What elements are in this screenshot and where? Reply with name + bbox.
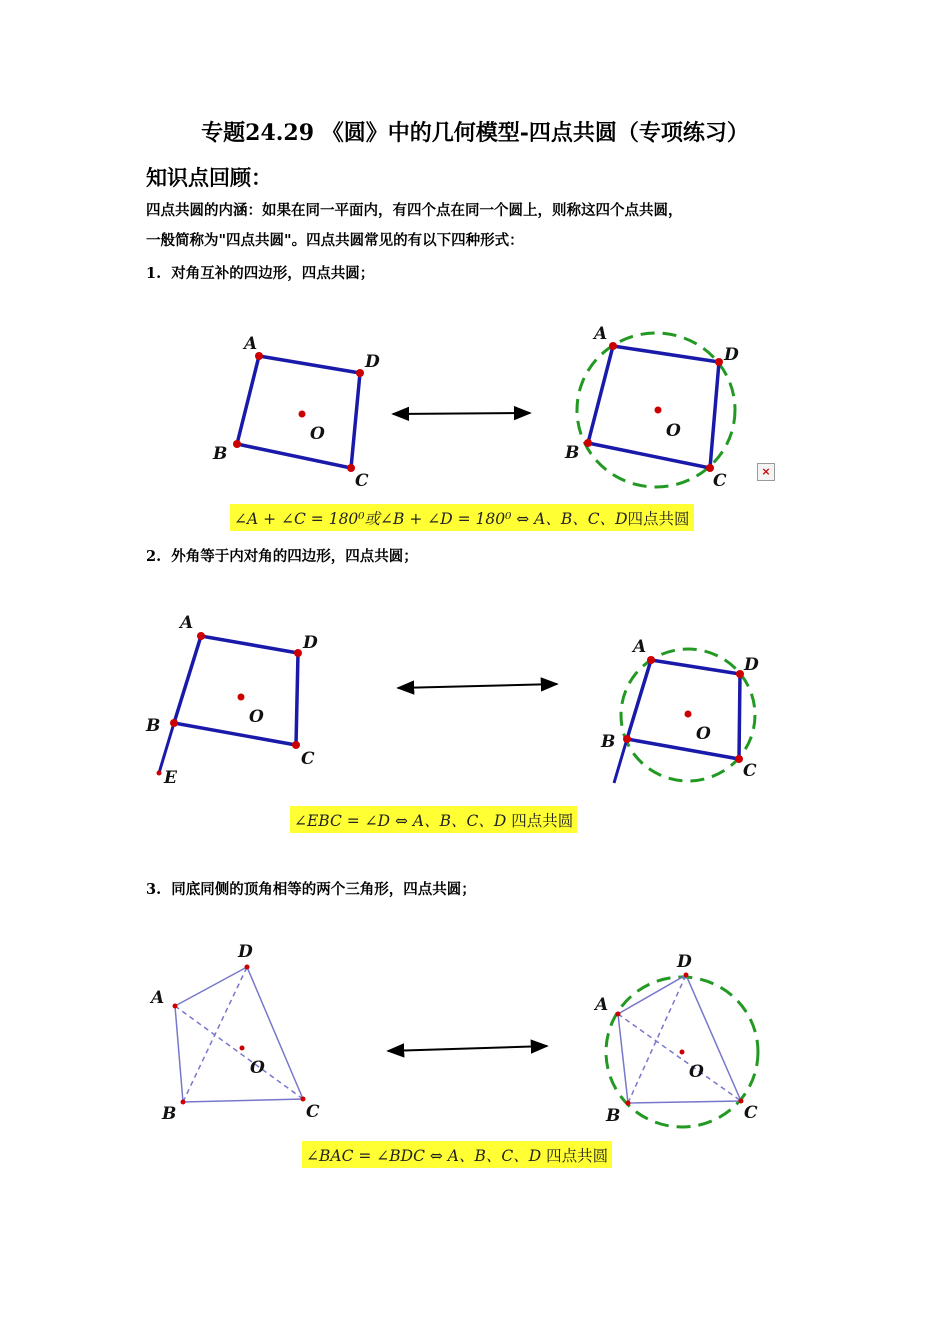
label-o: O [666,421,681,441]
segment-bd [183,967,247,1102]
extension-be [159,723,174,773]
double-arrow-1 [393,413,530,414]
point-c [735,755,743,763]
point-d [715,358,723,366]
point-d [245,965,250,970]
double-arrow-3 [388,1046,547,1051]
label-c: C [301,749,315,769]
point-a [197,632,205,640]
figure-3-right [593,952,758,1127]
double-arrow-2 [398,684,557,688]
label-d: D [303,633,318,653]
label-b: B [213,444,228,464]
intro-line-2: 一般简称为"四点共圆"。四点共圆常见的有以下四种形式： [146,232,524,249]
label-c: C [713,471,727,491]
item-1-number: 1. [146,265,162,282]
point-c [739,1099,744,1104]
label-e: E [164,768,177,788]
label-d: D [744,655,759,675]
caption-3-math: ∠BAC = ∠BDC ⇔ A、B、C、D [306,1147,542,1165]
point-d [294,649,302,657]
label-d: D [365,352,380,372]
label-b: B [606,1106,621,1126]
point-o [240,1046,245,1051]
quad-2-right [627,660,740,759]
point-c [292,741,300,749]
point-d [736,670,744,678]
label-b: B [601,732,616,752]
label-c: C [306,1102,320,1122]
label-a: A [151,988,165,1008]
point-a [609,342,617,350]
figure-1-right [564,324,739,491]
caption-2-math: ∠EBC = ∠D ⇔ A、B、C、D [294,812,507,830]
label-o: O [310,424,325,444]
point-b [181,1100,186,1105]
point-b [623,735,631,743]
point-a [616,1012,621,1017]
label-c: C [744,1103,758,1123]
point-a [647,656,655,664]
segment-bd [628,975,686,1103]
point-d [356,369,364,377]
figure-1-left [212,334,380,491]
point-o [685,711,692,718]
point-d [684,973,689,978]
label-a: A [633,637,647,657]
point-o [238,694,245,701]
item-3-number: 3. [146,881,162,898]
quad-2-left [174,636,298,745]
label-a: A [595,995,609,1015]
point-b [626,1101,631,1106]
quad-1-left [237,356,360,468]
label-o: O [696,724,711,744]
quad-1-right [588,346,719,468]
label-a: A [594,324,608,344]
caption-2-text: 四点共圆 [511,812,574,830]
figure-2-right [600,637,759,783]
label-c: C [355,471,369,491]
point-b [170,719,178,727]
label-b: B [162,1104,177,1124]
label-o: O [689,1062,704,1082]
intro-line-1: 四点共圆的内涵：如果在同一平面内，有四个点在同一个圆上，则称这四个点共圆， [146,202,683,219]
figure-2-left [145,613,318,788]
label-o: O [250,1058,265,1078]
label-c: C [743,761,757,781]
extension-be [614,739,627,783]
label-b: B [146,716,161,736]
caption-3-text: 四点共圆 [546,1147,609,1165]
point-o [680,1050,685,1055]
item-3-text: 同底同侧的顶角相等的两个三角形，四点共圆； [171,881,476,898]
point-c [347,464,355,472]
label-d: D [724,345,739,365]
label-d: D [677,952,692,972]
label-d: D [238,942,253,962]
label-o: O [249,707,264,727]
point-e [157,771,162,776]
section-heading: 知识点回顾： [146,165,272,190]
outline-3-left [175,967,303,1102]
point-a [173,1004,178,1009]
item-2-text: 外角等于内对角的四边形，四点共圆； [171,548,418,565]
page-title: 专题24.29 《圆》中的几何模型-四点共圆（专项练习） [201,120,749,146]
point-o [655,407,662,414]
point-c [301,1097,306,1102]
label-b: B [565,443,580,463]
label-a: A [244,334,258,354]
caption-1-math: ∠A + ∠C = 180⁰或∠B + ∠D = 180⁰ ⇔ A、B、C、D [234,510,628,528]
item-1-text: 对角互补的四边形，四点共圆； [171,265,375,282]
figure-3-left [149,942,320,1124]
item-2-number: 2. [146,548,162,565]
broken-image-icon: × [757,463,775,481]
label-a: A [180,613,194,633]
point-o [299,411,306,418]
caption-1-text: 四点共圆 [627,510,690,528]
point-b [584,439,592,447]
point-b [233,440,241,448]
